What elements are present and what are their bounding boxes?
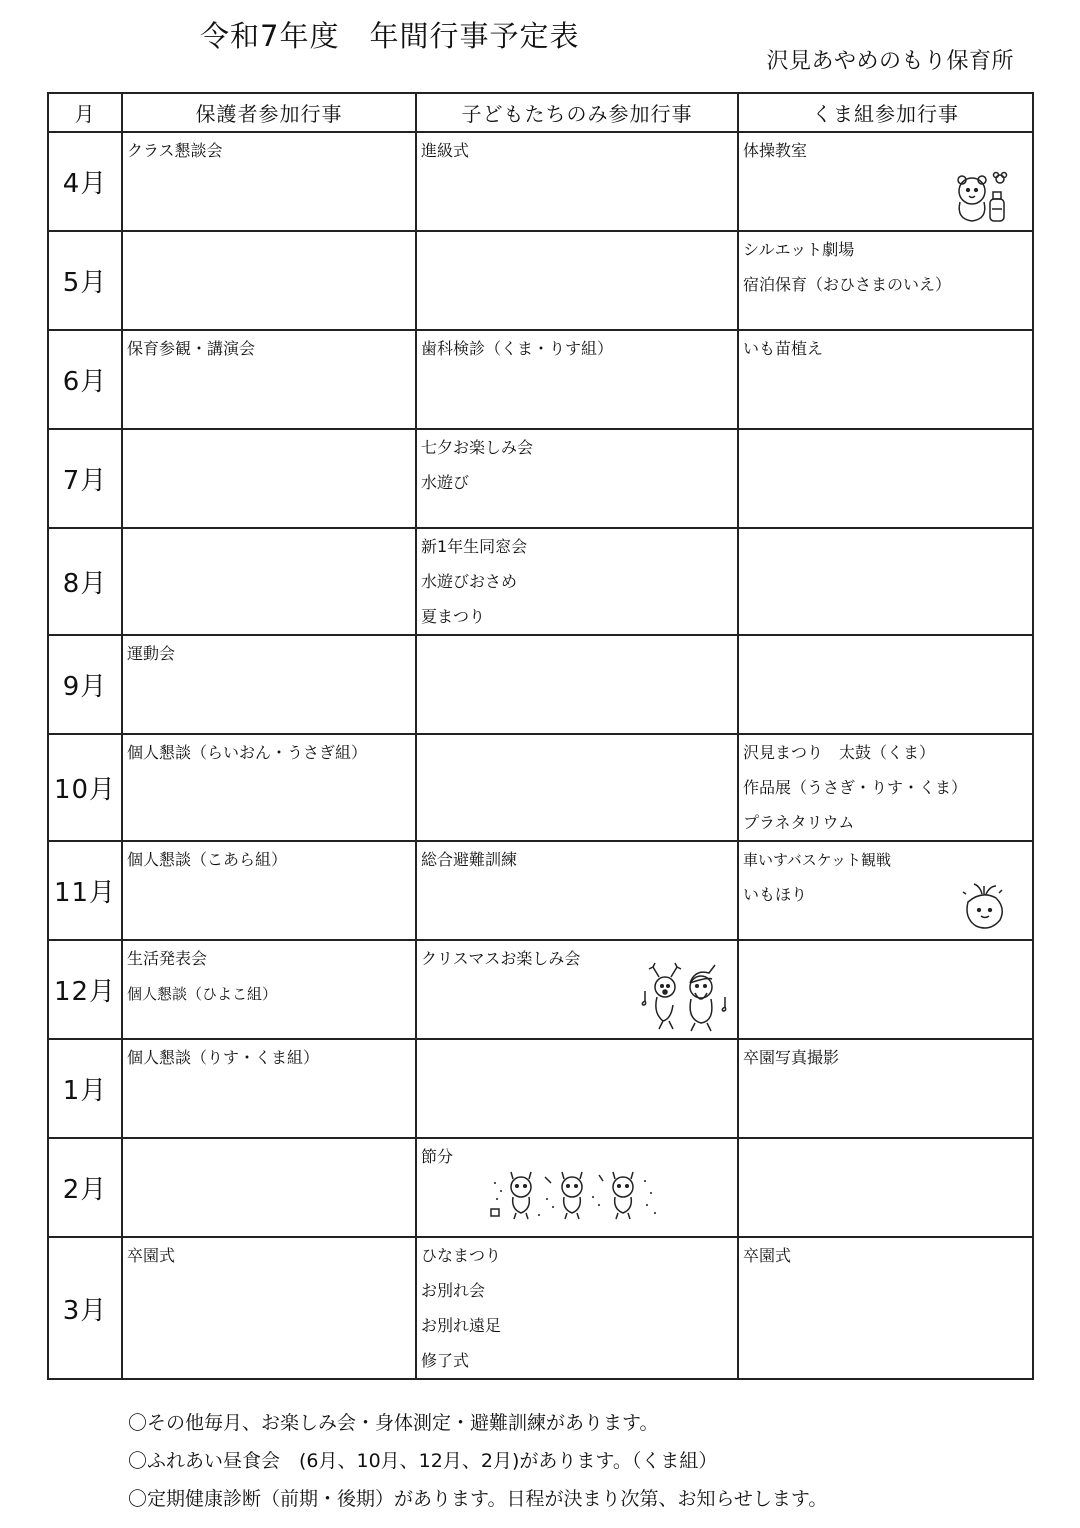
event-item: 運動会 xyxy=(127,644,176,663)
kuma-events-cell xyxy=(738,528,1033,635)
event-item: 総合避難訓練 xyxy=(421,850,518,869)
event-item: 体操教室 xyxy=(743,141,808,160)
column-header-month: 月 xyxy=(48,93,122,132)
children-events-cell xyxy=(416,429,738,528)
month-cell: 7月 xyxy=(48,429,122,528)
parent-events-cell xyxy=(122,429,416,528)
event-item: 卒園式 xyxy=(127,1246,176,1265)
parent-events-cell xyxy=(122,1138,416,1237)
parent-events-cell xyxy=(122,841,416,940)
note-item: 〇定期健康診断（前期・後期）があります。日程が決まり次第、お知らせします。 xyxy=(128,1488,828,1510)
event-item: 沢見まつり 太鼓（くま） xyxy=(743,743,936,762)
table-row xyxy=(48,1237,1033,1379)
event-item: プラネタリウム xyxy=(743,813,855,832)
event-item: いも苗植え xyxy=(743,339,824,358)
parent-events-cell xyxy=(122,940,416,1039)
reindeer-and-santa-icon xyxy=(639,961,731,1033)
kuma-events-cell xyxy=(738,635,1033,734)
event-item: 生活発表会 xyxy=(127,949,208,968)
schedule-table xyxy=(47,92,1034,1380)
event-item: 水遊び xyxy=(421,473,470,492)
table-row xyxy=(48,940,1033,1039)
children-events-cell xyxy=(416,1138,738,1237)
table-row xyxy=(48,734,1033,841)
parent-events-cell xyxy=(122,635,416,734)
month-cell: 5月 xyxy=(48,231,122,330)
kuma-events-cell xyxy=(738,231,1033,330)
event-item: いもほり xyxy=(743,885,808,904)
month-cell: 6月 xyxy=(48,330,122,429)
table-header-row xyxy=(48,93,1033,132)
table-row xyxy=(48,330,1033,429)
note-item: 〇その他毎月、お楽しみ会・身体測定・避難訓練があります。 xyxy=(128,1412,659,1434)
event-item: 進級式 xyxy=(421,141,470,160)
kuma-events-cell xyxy=(738,1237,1033,1379)
table-row xyxy=(48,1138,1033,1237)
event-item: 保育参観・講演会 xyxy=(127,339,256,358)
event-item: 個人懇談（ひよこ組） xyxy=(127,985,278,1003)
parent-events-cell xyxy=(122,231,416,330)
event-item: お別れ会 xyxy=(421,1281,486,1300)
month-cell: 10月 xyxy=(48,734,122,841)
parent-events-cell xyxy=(122,1039,416,1138)
sweet-potato-icon xyxy=(960,880,1008,932)
children-events-cell xyxy=(416,1237,738,1379)
event-item: シルエット劇場 xyxy=(743,240,855,259)
parent-events-cell xyxy=(122,734,416,841)
event-item: 個人懇談（こあら組） xyxy=(127,850,288,869)
parent-events-cell xyxy=(122,1237,416,1379)
event-item: 個人懇談（りす・くま組） xyxy=(127,1048,320,1067)
kuma-events-cell xyxy=(738,132,1033,231)
event-item: 夏まつり xyxy=(421,607,486,626)
event-item: クリスマスお楽しみ会 xyxy=(421,949,581,968)
table-row xyxy=(48,528,1033,635)
month-cell: 1月 xyxy=(48,1039,122,1138)
table-row xyxy=(48,635,1033,734)
month-cell: 11月 xyxy=(48,841,122,940)
organization-name: 沢見あやめのもり保育所 xyxy=(766,49,1014,74)
table-row xyxy=(48,841,1033,940)
event-item: 作品展（うさぎ・りす・くま） xyxy=(743,778,968,797)
month-cell: 4月 xyxy=(48,132,122,231)
event-item: お別れ遠足 xyxy=(421,1316,502,1335)
month-cell: 8月 xyxy=(48,528,122,635)
kuma-events-cell xyxy=(738,1138,1033,1237)
children-events-cell xyxy=(416,841,738,940)
month-cell: 12月 xyxy=(48,940,122,1039)
oni-children-icon xyxy=(489,1169,659,1221)
table-row xyxy=(48,231,1033,330)
table-row xyxy=(48,429,1033,528)
event-item: 歯科検診（くま・りす組） xyxy=(421,339,614,358)
children-events-cell xyxy=(416,734,738,841)
parent-events-cell xyxy=(122,528,416,635)
children-events-cell xyxy=(416,528,738,635)
event-item: クラス懇談会 xyxy=(127,141,223,160)
parent-events-cell xyxy=(122,132,416,231)
event-item: ひなまつり xyxy=(421,1246,502,1265)
event-item: 車いすバスケット観戦 xyxy=(743,851,892,869)
kuma-events-cell xyxy=(738,429,1033,528)
kuma-events-cell xyxy=(738,330,1033,429)
kuma-events-cell xyxy=(738,734,1033,841)
children-events-cell xyxy=(416,940,738,1039)
children-events-cell xyxy=(416,132,738,231)
event-item: 宿泊保育（おひさまのいえ） xyxy=(743,275,952,294)
event-item: 卒園写真撮影 xyxy=(743,1048,840,1067)
kuma-events-cell xyxy=(738,841,1033,940)
event-item: 修了式 xyxy=(421,1351,470,1370)
kuma-events-cell xyxy=(738,1039,1033,1138)
page-title: 令和7年度 年間行事予定表 xyxy=(200,19,580,53)
notes-section xyxy=(128,1404,827,1518)
column-header-kuma-events: くま組参加行事 xyxy=(738,93,1033,132)
children-events-cell xyxy=(416,330,738,429)
event-item: 個人懇談（らいおん・うさぎ組） xyxy=(127,743,368,762)
event-item: 新1年生同窓会 xyxy=(421,537,528,556)
event-item: 水遊びおさめ xyxy=(421,572,518,591)
parent-events-cell xyxy=(122,330,416,429)
event-item: 卒園式 xyxy=(743,1246,792,1265)
month-cell: 9月 xyxy=(48,635,122,734)
kuma-events-cell xyxy=(738,940,1033,1039)
table-row xyxy=(48,132,1033,231)
bear-with-bottle-icon xyxy=(952,169,1014,227)
month-cell: 2月 xyxy=(48,1138,122,1237)
column-header-children-events: 子どもたちのみ参加行事 xyxy=(416,93,738,132)
event-item: 節分 xyxy=(421,1147,454,1166)
note-item: 〇ふれあい昼食会 (6月、10月、12月、2月)があります。（くま組） xyxy=(128,1450,718,1472)
table-row xyxy=(48,1039,1033,1138)
column-header-parent-events: 保護者参加行事 xyxy=(122,93,416,132)
month-cell: 3月 xyxy=(48,1237,122,1379)
children-events-cell xyxy=(416,1039,738,1138)
children-events-cell xyxy=(416,635,738,734)
event-item: 七夕お楽しみ会 xyxy=(421,438,534,457)
children-events-cell xyxy=(416,231,738,330)
